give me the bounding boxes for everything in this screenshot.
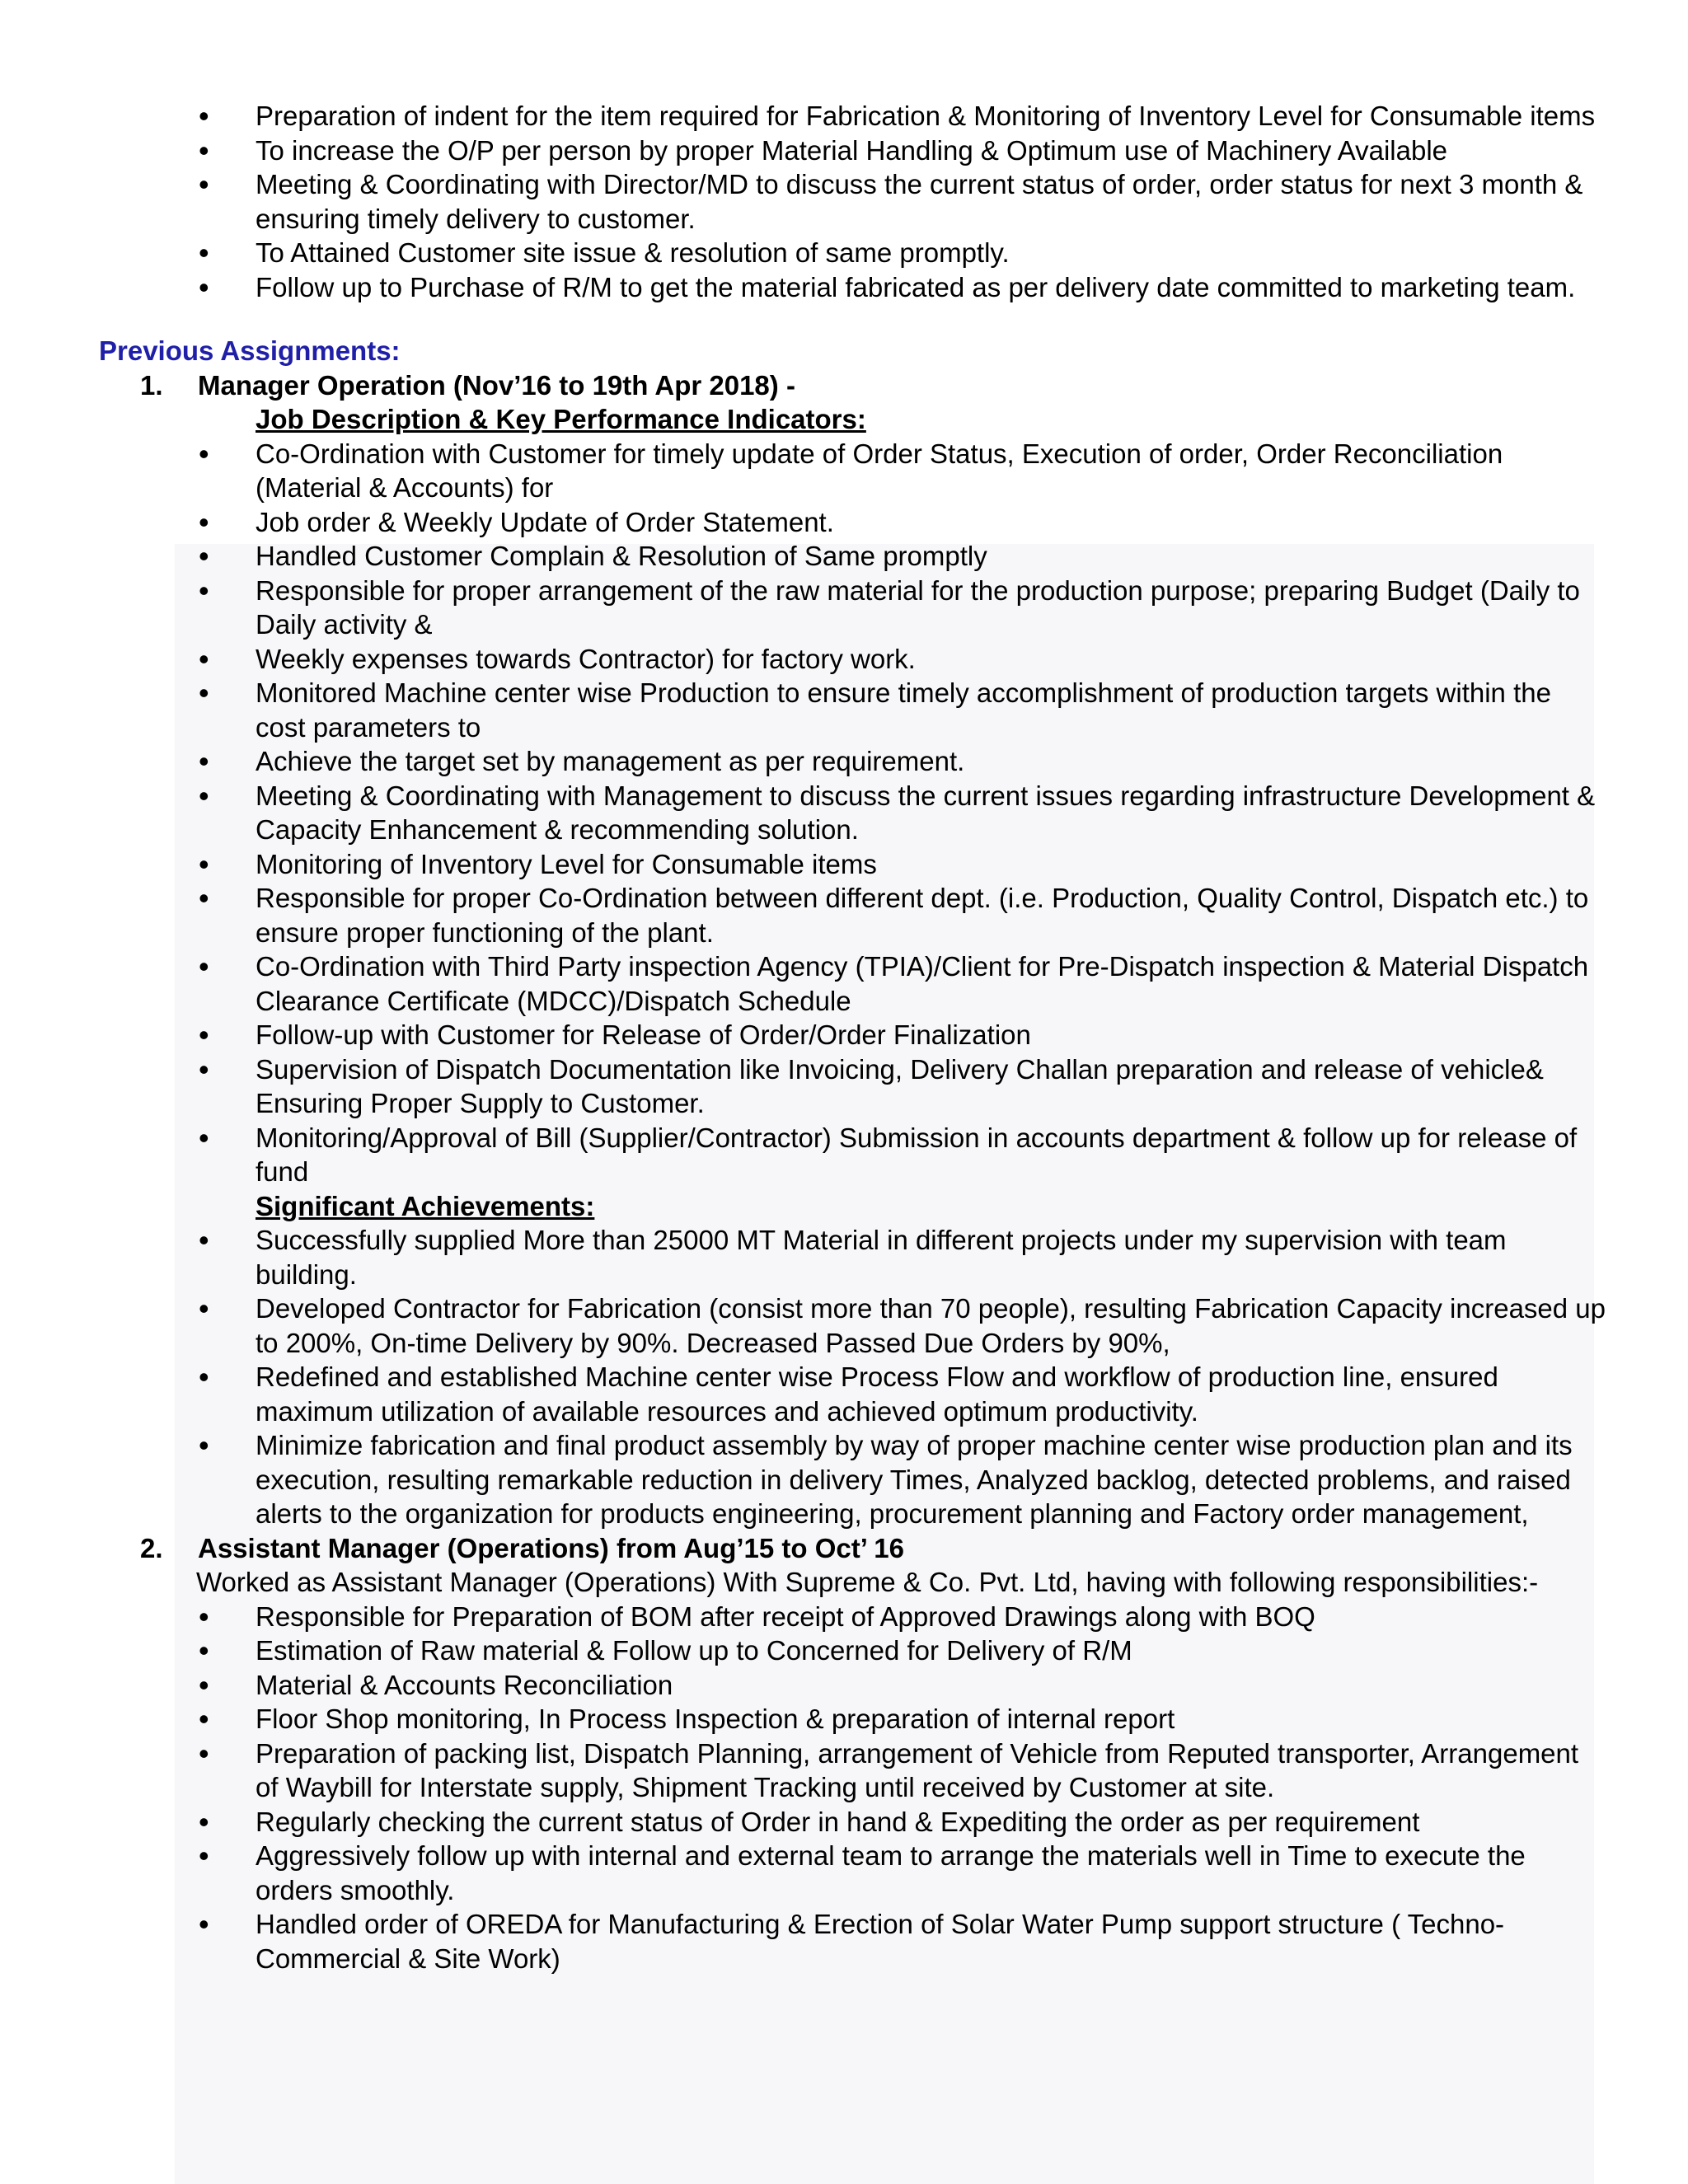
list-item: • Handled order of OREDA for Manufacturing & Erection of Solar Water Pump support structure ( Techno-Commercial & Site Work) [256, 1907, 1607, 1975]
list-item: • Meeting & Coordinating with Management to discuss the current issues regarding infrastructure Development & Capacity Enhancement & recommending solution. [256, 779, 1607, 847]
list-item: • Aggressively follow up with internal and external team to arrange the materials well in Time to execute the orders smoothly. [256, 1839, 1607, 1907]
list-item: • Achieve the target set by management as per requirement. [256, 744, 1607, 779]
list-item: • Preparation of packing list, Dispatch Planning, arrangement of Vehicle from Reputed transporter, Arrangement of Waybill for Interstate supply, Shipment Tracking until received by Customer at site. [256, 1736, 1607, 1805]
assignment-2-heading [0, 1531, 1688, 1566]
list-item: • Minimize fabrication and final product assembly by way of proper machine center wise production plan and its execution, resulting remarkable reduction in delivery Times, Analyzed backlog, detected problems, and raised alerts to the organization for products engineering, procurement planning and Factory order management, [256, 1428, 1607, 1531]
list-item: • Job order & Weekly Update of Order Statement. [256, 505, 1607, 540]
list-item: • Monitoring/Approval of Bill (Supplier/Contractor) Submission in accounts department & follow up for release of fund [256, 1121, 1607, 1189]
current-role-bullets [0, 99, 1607, 304]
list-item: • Follow-up with Customer for Release of Order/Order Finalization [256, 1018, 1607, 1052]
list-item: • Monitoring of Inventory Level for Consumable items [256, 847, 1607, 882]
list-item: • Meeting & Coordinating with Director/MD to discuss the current status of order, order status for next 3 month & ensuring timely delivery to customer. [256, 167, 1607, 236]
list-item: • Preparation of indent for the item required for Fabrication & Monitoring of Inventory Level for Consumable items [256, 99, 1607, 134]
list-item: • Material & Accounts Reconciliation [256, 1668, 1607, 1703]
job-description-heading: Job Description & Key Performance Indicators: [256, 404, 866, 434]
list-item: • Regularly checking the current status of Order in hand & Expediting the order as per requirement [256, 1805, 1607, 1840]
list-item: • Supervision of Dispatch Documentation like Invoicing, Delivery Challan preparation and release of vehicle& Ensuring Proper Supply to Customer. [256, 1052, 1607, 1121]
list-item: • Floor Shop monitoring, In Process Inspection & preparation of internal report [256, 1702, 1607, 1736]
list-item: • Successfully supplied More than 25000 MT Material in different projects under my supervision with team building. [256, 1223, 1607, 1291]
assignment-intro: Worked as Assistant Manager (Operations) With Supreme & Co. Pvt. Ltd, having with following responsibilities:- [196, 1567, 1539, 1597]
achievements-heading: Significant Achievements: [256, 1190, 595, 1221]
job-description-bullets [0, 437, 1607, 1189]
achievement-bullets [0, 1223, 1607, 1531]
list-item: • Monitored Machine center wise Production to ensure timely accomplishment of production targets within the cost parameters to [256, 676, 1607, 744]
list-item: • To increase the O/P per person by proper Material Handling & Optimum use of Machinery Available [256, 134, 1607, 168]
assignment-title: Manager Operation (Nov’16 to 19th Apr 2018) - [198, 369, 795, 401]
section-title: Previous Assignments: [99, 335, 401, 366]
list-item: • Co-Ordination with Third Party inspection Agency (TPIA)/Client for Pre-Dispatch inspection & Material Dispatch Clearance Certificate (MDCC)/Dispatch Schedule [256, 949, 1607, 1018]
list-item: • Weekly expenses towards Contractor) for factory work. [256, 642, 1607, 677]
assignment-number: 2. [140, 1532, 163, 1563]
list-item: • Handled Customer Complain & Resolution of Same promptly [256, 539, 1607, 574]
assistant-manager-bullets [0, 1600, 1607, 1976]
list-item: • Redefined and established Machine center wise Process Flow and workflow of production line, ensured maximum utilization of available resources and achieved optimum productivity. [256, 1360, 1607, 1428]
assignment-1-heading [0, 368, 1688, 403]
list-item: • Co-Ordination with Customer for timely update of Order Status, Execution of order, Order Reconciliation (Material & Accounts) for [256, 437, 1607, 505]
list-item: • Responsible for proper arrangement of the raw material for the production purpose; preparing Budget (Daily to Daily activity & [256, 574, 1607, 642]
list-item: • Follow up to Purchase of R/M to get the material fabricated as per delivery date committed to marketing team. [256, 270, 1607, 305]
list-item: • Responsible for Preparation of BOM after receipt of Approved Drawings along with BOQ [256, 1600, 1607, 1634]
assignment-number: 1. [140, 369, 163, 401]
list-item: • Developed Contractor for Fabrication (consist more than 70 people), resulting Fabrication Capacity increased up to 200%, On-time Delivery by 90%. Decreased Passed Due Orders by 90%, [256, 1291, 1607, 1360]
list-item: • Estimation of Raw material & Follow up to Concerned for Delivery of R/M [256, 1633, 1607, 1668]
list-item: • Responsible for proper Co-Ordination between different dept. (i.e. Production, Quality Control, Dispatch etc.) to ensure proper functioning of the plant. [256, 881, 1607, 949]
list-item: • To Attained Customer site issue & resolution of same promptly. [256, 236, 1607, 270]
assignment-title: Assistant Manager (Operations) from Aug’15 to Oct’ 16 [198, 1532, 904, 1563]
